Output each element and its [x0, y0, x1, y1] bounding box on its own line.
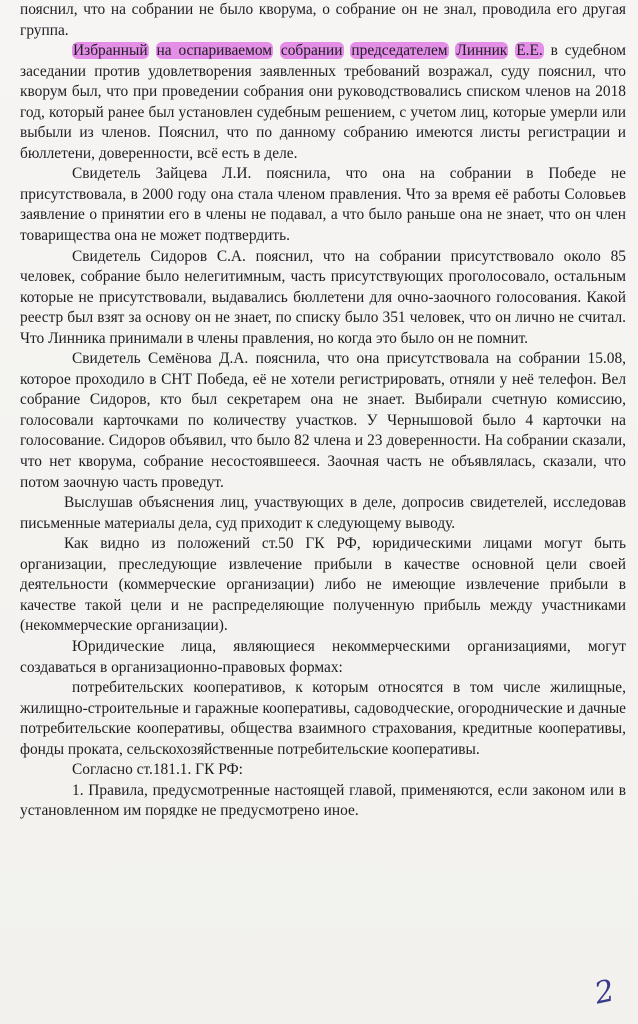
document-body: [20, 0, 626, 822]
highlight-2: на оспариваемом: [156, 42, 272, 60]
highlight-3: собрании: [280, 42, 343, 60]
paragraph-8-legal-entities: Юридические лица, являющиеся некоммерческими организациями, могут создаваться в организационно-правовых формах:: [20, 637, 626, 676]
space: [273, 42, 280, 59]
paragraph-5-semenova: Свидетель Семёнова Д.А. пояснила, что она присутствовала на собрании 15.08, которое проходило в СНТ Победа, её не хотели регистрировать, отняли у неё телефон. Вел собрание Сидоров, кто был секретарем она не знает. Выбирали счетную комиссию, голосовали карточками по количеству участков. У Чернышовой было 4 карточки на голосование. Сидоров объявил, что было 82 члена и 23 доверенности. На собрании сказали, что нет кворума, собрание несостоявшееся. Заочная часть не объявлялась, сказали, что потом заочную часть проведут.: [20, 350, 626, 491]
highlight-6: Е.Е.: [516, 42, 543, 60]
paragraph-3-zaitseva: Свидетель Зайцева Л.И. пояснила, что она на собрании в Победе не присутствовала, в 2000 году она стала членом правления. Что за время её работы Соловьев заявление о принятии его в члены не подавал, а что было раньше она не знает, что он член товарищества она не может подтвердить.: [20, 165, 626, 245]
space: [149, 42, 156, 59]
highlight-4: председателем: [351, 42, 448, 60]
paragraph-2-linnik: [20, 41, 626, 164]
paragraph-7-article-50: Как видно из положений ст.50 ГК РФ, юридическими лицами могут быть организации, преследующие извлечение прибыли в качестве основной цели своей деятельности (коммерческие организации) либо не имеющие извлечение прибыли в качестве такой цели и не распределяющие полученную прибыль между участниками (некоммерческие организации).: [20, 535, 626, 635]
paragraph-11-rule-1: 1. Правила, предусмотренные настоящей главой, применяются, если законом или в установленном им порядке не предусмотрено иное.: [20, 781, 626, 820]
highlight-1: Избранный: [73, 42, 148, 60]
paragraph-10-article-181: Согласно ст.181.1. ГК РФ:: [72, 761, 243, 779]
paragraph-2-rest: в судебном заседании против удовлетворения заявленных требований возражал, суду пояснил, что кворум был, что при проведении собрания они руководствовались списком членов на 2018 год, который ранее был установлен судебным решением, с учетом лиц, которые умерли или выбыли из членов. Пояснил, что по данному собранию имеются листы регистрации и бюллетени, доверенности, всё есть в деле.: [20, 42, 626, 162]
paragraph-4-sidorov: Свидетель Сидоров С.А. пояснил, что на собрании присутствовало около 85 человек, собрание было нелегитимным, часть присутствующих проголосовало, остальным которые не присутствовали, выдавались бюллетени для очно-заочного голосования. Какой реестр был взят за основу он не знает, по списку было 351 человек, что он лично не считал. Что Линника принимали в члены правления, но когда это было он не помнит.: [20, 247, 626, 347]
paragraph-9-cooperatives: потребительских кооперативов, к которым относятся в том числе жилищные, жилищно-строительные и гаражные кооперативы, садоводческие, огороднические и дачные потребительские кооперативы, общества взаимного страхования, кредитные кооперативы, фонды проката, сельскохозяйственные потребительские кооперативы.: [20, 679, 626, 758]
paragraph-1: пояснил, что на собрании не было кворума, о собрание он не знал, проводила его другая группа.: [20, 1, 626, 39]
highlight-5: Линник: [456, 42, 508, 60]
paragraph-6-conclusion: Выслушав объяснения лиц, участвующих в деле, допросив свидетелей, исследовав письменные материалы дела, суд приходит к следующему выводу.: [20, 494, 626, 532]
page-number: 2: [591, 973, 618, 1012]
